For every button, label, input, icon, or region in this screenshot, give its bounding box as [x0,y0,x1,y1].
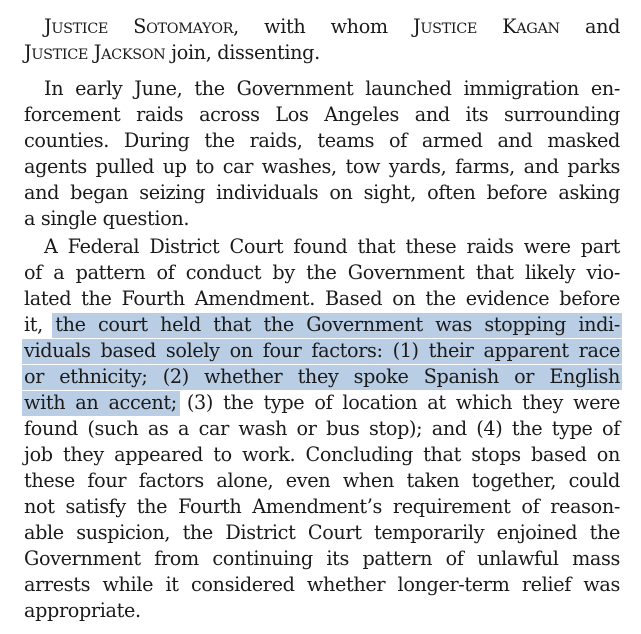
heading-text: USTICE [31,47,89,63]
heading-text: J [93,41,102,64]
heading-text: , with whom [233,15,413,38]
heading-text: USTICE [420,21,478,37]
paragraph-2-line highlighted-text: viduals based solely on four factors: (1) their apparent race [24,339,620,362]
paragraph-2-line: these four factors alone, even when taken together, could [24,469,620,492]
paragraph-2-line highlighted-text: or ethnicity; (2) whether they spoke Spanish or English [24,365,620,388]
highlighted-text: with an accent; [24,391,177,414]
dissent-heading-line-1 [44,14,620,40]
paragraph-2-line: able suspicion, the District Court temporarily enjoined the [24,521,620,544]
heading-text: K [502,15,517,38]
paragraph-2-line: job they appeared to work. Concluding that stops based on [24,443,620,466]
plain-text: (3) the type of location at which they were [176,391,620,414]
heading-text: S [133,15,147,38]
heading-text: USTICE [51,21,109,37]
paragraph-1-line: and began seizing individuals on sight, often before asking [24,181,620,204]
paragraph-1-line: forcement raids across Los Angeles and its surrounding [24,103,620,126]
paragraph-2-line: of a pattern of conduct by the Government that likely vio- [24,261,620,284]
heading-text: J [24,41,32,64]
paragraph-2-line: arrests while it considered whether longer-term relief was [24,573,620,596]
paragraph-2-line: not satisfy the Fourth Amendment’s requirement of reason- [24,495,620,518]
paragraph-1-line: In early June, the Government launched immigration en- [44,77,620,100]
heading-text: and [559,15,621,38]
paragraph-2-line [24,312,620,338]
paragraph-2-line: lated the Fourth Amendment. Based on the evidence before [24,287,620,310]
paragraph-2-line: A Federal District Court found that these raids were part [44,235,620,258]
dissent-heading-line-2 [24,40,620,66]
heading-text: AGAN [516,21,560,37]
heading-text: J [412,15,421,38]
heading-text: ACKSON [101,47,166,63]
heading-text: OTOMAYOR [146,21,234,37]
paragraph-2-line: found (such as a car wash or bus stop); and (4) the type of [24,417,620,440]
highlighted-text: the court held that the Government was stopping indi- [55,313,620,336]
paragraph-2-line: Government from continuing its pattern of unlawful mass [24,547,620,570]
heading-text: join, dissenting. [165,41,320,64]
paragraph-1-line: a single question. [24,207,190,230]
heading-text: J [44,15,52,38]
plain-text: it, [24,313,56,336]
paragraph-2-line [24,390,620,416]
paragraph-1-line: agents pulled up to car washes, tow yards, farms, and parks [24,155,620,178]
paragraph-2-line: appropriate. [24,599,141,622]
paragraph-1-line: counties. During the raids, teams of armed and masked [24,129,620,152]
